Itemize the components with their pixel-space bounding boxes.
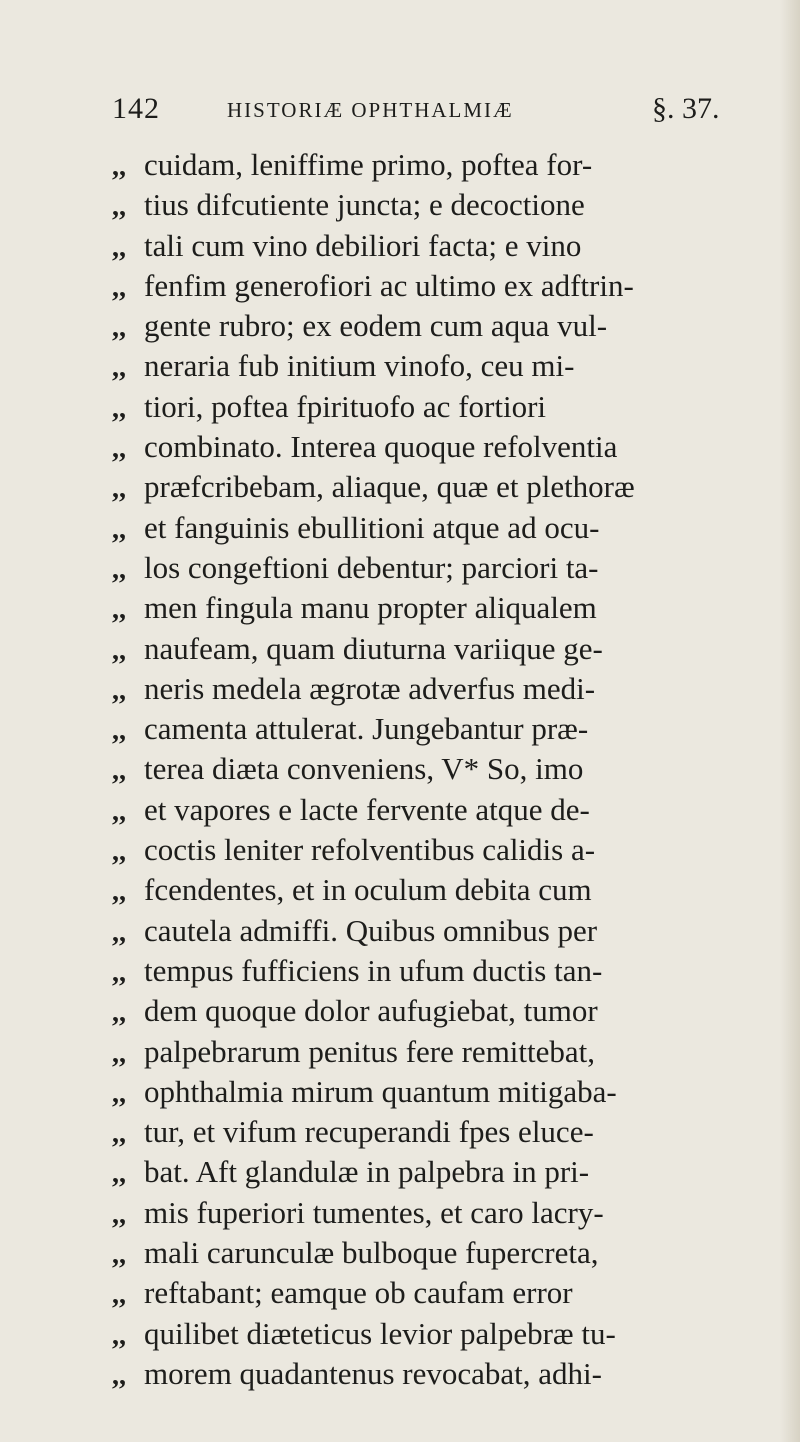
quotation-mark: ,, bbox=[112, 553, 126, 585]
line-text: fcendentes, et in oculum debita cum bbox=[144, 873, 592, 908]
quotation-mark: ,, bbox=[112, 473, 126, 505]
line-text: et vapores e lacte fervente atque de- bbox=[144, 792, 590, 827]
quotation-mark: ,, bbox=[112, 352, 126, 384]
page-header bbox=[112, 92, 722, 132]
page-number: 142 bbox=[112, 92, 160, 125]
quotation-mark: ,, bbox=[112, 674, 126, 706]
text-line bbox=[0, 749, 800, 789]
text-line bbox=[0, 1193, 800, 1233]
line-text: tali cum vino debiliori facta; e vino bbox=[144, 228, 582, 263]
line-text: cuidam, leniffime primo, poftea for- bbox=[144, 148, 593, 182]
quotation-mark: ,, bbox=[112, 151, 126, 182]
text-line bbox=[0, 1112, 800, 1152]
page-edge-shadow bbox=[780, 0, 800, 1442]
quotation-mark: ,, bbox=[112, 1158, 126, 1190]
quotation-mark: ,, bbox=[112, 836, 126, 868]
line-text: mis fuperiori tumentes, et caro lacry- bbox=[144, 1195, 604, 1230]
quotation-mark: ,, bbox=[112, 1279, 126, 1311]
quotation-mark: ,, bbox=[112, 997, 126, 1029]
quotation-mark: ,, bbox=[112, 1037, 126, 1069]
line-text: reftabant; eamque ob caufam error bbox=[144, 1276, 573, 1311]
line-text: ophthalmia mirum quantum mitigaba- bbox=[144, 1074, 617, 1109]
line-text: mali carunculæ bulboque fupercreta, bbox=[144, 1236, 599, 1271]
line-text: gente rubro; ex eodem cum aqua vul- bbox=[144, 309, 608, 344]
text-line bbox=[0, 306, 800, 346]
text-line bbox=[0, 991, 800, 1031]
text-line bbox=[0, 1314, 800, 1354]
quotation-mark: ,, bbox=[112, 433, 126, 465]
line-text: men fingula manu propter aliqualem bbox=[144, 591, 597, 626]
text-line bbox=[0, 911, 800, 951]
line-text: neris medela ægrotæ adverfus medi- bbox=[144, 671, 596, 706]
line-text: dem quoque dolor aufugiebat, tumor bbox=[144, 994, 598, 1029]
text-line bbox=[0, 145, 800, 185]
quotation-mark: ,, bbox=[112, 1077, 126, 1109]
line-text: quilibet diæteticus levior palpebræ tu- bbox=[144, 1316, 616, 1351]
text-line bbox=[0, 629, 800, 669]
text-line bbox=[0, 266, 800, 306]
line-text: et fanguinis ebullitioni atque ad ocu- bbox=[144, 510, 600, 545]
line-text: tempus fufficiens in ufum ductis tan- bbox=[144, 953, 603, 988]
quotation-mark: ,, bbox=[112, 191, 126, 223]
quotation-mark: ,, bbox=[112, 916, 126, 948]
quotation-mark: ,, bbox=[112, 1198, 126, 1230]
text-line bbox=[0, 548, 800, 588]
line-text: los congeftioni debentur; parciori ta- bbox=[144, 550, 599, 585]
quotation-mark: ,, bbox=[112, 795, 126, 827]
text-line bbox=[0, 951, 800, 991]
text-line bbox=[0, 467, 800, 507]
line-text: fenfim generofiori ac ultimo ex adftrin- bbox=[144, 268, 634, 303]
quotation-mark: ,, bbox=[112, 1239, 126, 1271]
text-line bbox=[0, 709, 800, 749]
text-line bbox=[0, 508, 800, 548]
quotation-mark: ,, bbox=[112, 956, 126, 988]
quotation-mark: ,, bbox=[112, 231, 126, 263]
quotation-mark: ,, bbox=[112, 271, 126, 303]
quotation-mark: ,, bbox=[112, 1319, 126, 1351]
text-line bbox=[0, 1354, 800, 1394]
line-text: præfcribebam, aliaque, quæ et plethoræ bbox=[144, 470, 635, 505]
quotation-mark: ,, bbox=[112, 876, 126, 908]
quotation-mark: ,, bbox=[112, 634, 126, 666]
text-line bbox=[0, 1273, 800, 1313]
section-number: §. 37. bbox=[652, 92, 720, 125]
text-line bbox=[0, 870, 800, 910]
text-line bbox=[0, 427, 800, 467]
line-text: bat. Aft glandulæ in palpebra in pri- bbox=[144, 1155, 590, 1190]
text-line bbox=[0, 387, 800, 427]
text-line bbox=[0, 1072, 800, 1112]
quotation-mark: ,, bbox=[112, 715, 126, 747]
text-line bbox=[0, 588, 800, 628]
text-line bbox=[0, 790, 800, 830]
quotation-mark: ,, bbox=[112, 594, 126, 626]
text-line bbox=[0, 1233, 800, 1273]
body-text bbox=[0, 145, 800, 1394]
quotation-mark: ,, bbox=[112, 1118, 126, 1150]
line-text: coctis leniter refolventibus calidis a- bbox=[144, 833, 596, 868]
line-text: terea diæta conveniens, V* So, imo bbox=[144, 752, 584, 787]
line-text: tiori, poftea fpirituofo ac fortiori bbox=[144, 389, 547, 424]
text-line bbox=[0, 669, 800, 709]
text-line bbox=[0, 185, 800, 225]
quotation-mark: ,, bbox=[112, 312, 126, 344]
text-line bbox=[0, 830, 800, 870]
line-text: neraria fub initium vinofo, ceu mi- bbox=[144, 349, 575, 384]
quotation-mark: ,, bbox=[112, 1359, 126, 1391]
line-text: cautela admiffi. Quibus omnibus per bbox=[144, 913, 598, 948]
text-line bbox=[0, 226, 800, 266]
quotation-mark: ,, bbox=[112, 755, 126, 787]
quotation-mark: ,, bbox=[112, 392, 126, 424]
running-title: HISTORIÆ OPHTHALMIÆ bbox=[227, 98, 514, 122]
text-line bbox=[0, 1152, 800, 1192]
line-text: combinato. Interea quoque refolventia bbox=[144, 430, 618, 465]
line-text: tur, et vifum recuperandi fpes eluce- bbox=[144, 1115, 594, 1150]
line-text: tius difcutiente juncta; e decoctione bbox=[144, 188, 585, 223]
line-text: camenta attulerat. Jungebantur præ- bbox=[144, 712, 589, 747]
text-line bbox=[0, 346, 800, 386]
line-text: palpebrarum penitus fere remittebat, bbox=[144, 1034, 596, 1069]
text-line bbox=[0, 1032, 800, 1072]
quotation-mark: ,, bbox=[112, 513, 126, 545]
line-text: morem quadantenus revocabat, adhi- bbox=[144, 1356, 602, 1391]
line-text: naufeam, quam diuturna variique ge- bbox=[144, 631, 603, 666]
